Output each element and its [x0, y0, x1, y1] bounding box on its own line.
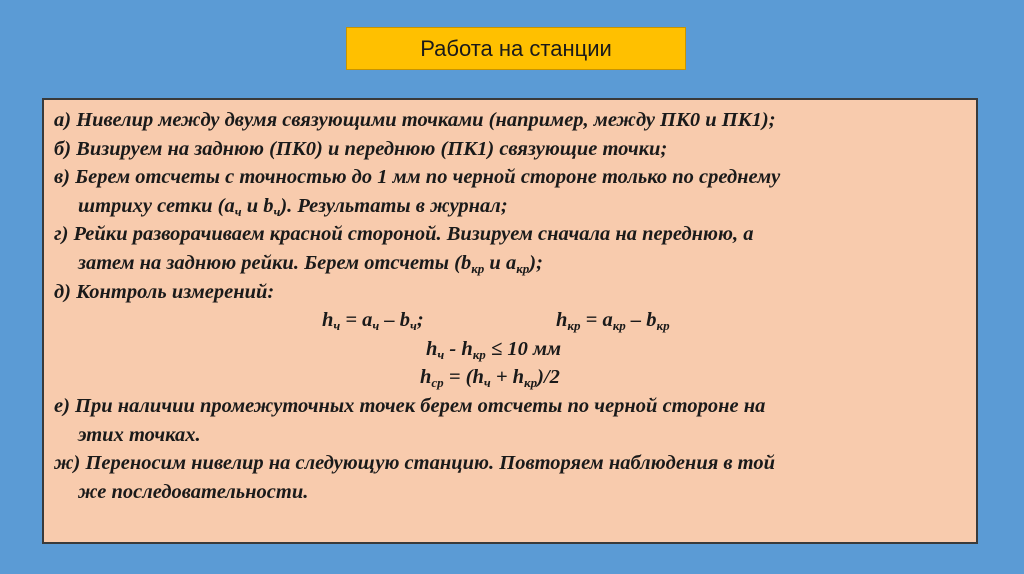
item-g-text-pre: затем на заднюю рейки. Берем отсчеты (b: [78, 251, 472, 274]
item-d: д) Контроль измерений:: [54, 280, 275, 303]
item-e-line1: е) При наличии промежуточных точек берем отсчеты по черной стороне на: [54, 394, 766, 417]
formula-h-sr: $h_{ср} = (h_ч + h_{кр})/2$: [420, 366, 560, 391]
item-v-line2: [54, 192, 962, 221]
item-v-text-post: ). Результаты в журнал;: [280, 194, 508, 217]
slide-title: Работа на станции: [420, 35, 612, 61]
formula-row-1: [54, 306, 962, 335]
item-v-line1: в) Берем отсчеты с точностью до 1 мм по черной стороне только по среднему: [54, 166, 781, 189]
formula-row-2: [54, 335, 962, 364]
content-box: [42, 98, 978, 544]
item-v-text-pre: штриху сетки (а: [78, 194, 235, 217]
sub-kr: кр: [516, 260, 530, 276]
sub-kr: кр: [471, 260, 485, 276]
item-g-text-post: );: [529, 251, 543, 274]
sub-ch: ч: [273, 203, 281, 219]
sub-ch: ч: [234, 203, 242, 219]
item-a: а) Нивелир между двумя связующими точками (например, между ПК0 и ПК1);: [54, 109, 776, 131]
item-e-line2: этих точках.: [78, 423, 201, 446]
formula-h-ch: $h_ч = а_ч - b_ч$;: [322, 309, 424, 334]
formula-row-3: [54, 363, 962, 392]
item-b: б) Визируем на заднюю (ПК0) и переднюю (ПК1) связующие точки;: [54, 137, 668, 160]
item-g-text-mid: и а: [484, 251, 517, 274]
item-g-line1: г) Рейки разворачиваем красной стороной. Визируем сначала на переднюю, а: [54, 223, 754, 246]
item-zh-line2: же последовательности.: [78, 480, 309, 503]
item-zh-line1: ж) Переносим нивелир на следующую станцию. Повторяем наблюдения в той: [54, 452, 776, 475]
slide-title-box: [346, 27, 686, 70]
formula-diff-check: $h_ч - h_{кр} \le 10$ мм: [426, 337, 562, 362]
formula-h-kr: $h_{кр} = а_{кр} - b_{кр}$: [556, 309, 670, 334]
item-g-line2: [54, 249, 962, 278]
item-v-text-mid: и b: [241, 194, 274, 217]
